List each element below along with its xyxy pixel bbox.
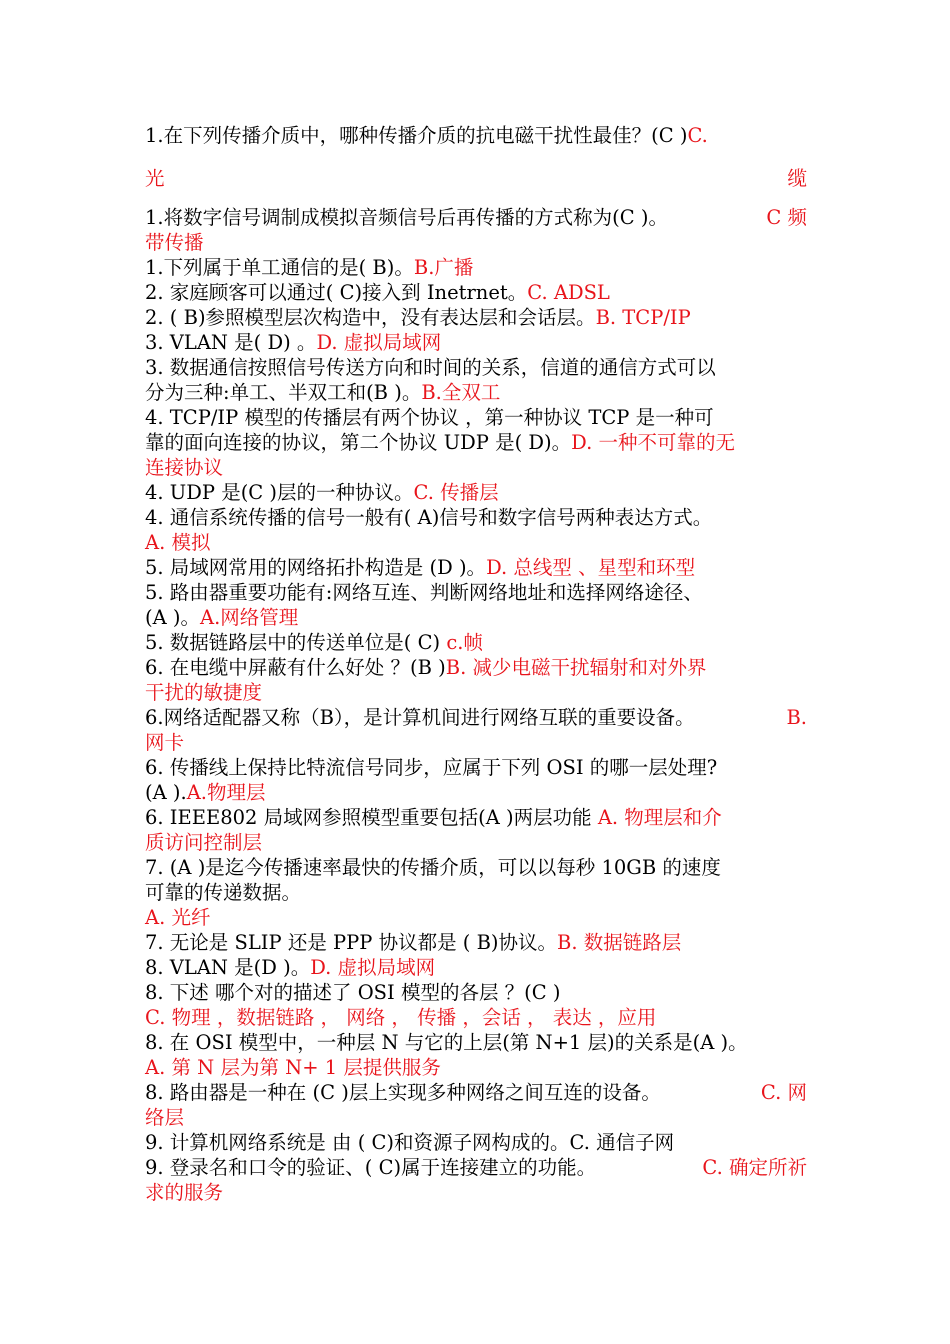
question-line bbox=[145, 505, 807, 530]
question-line bbox=[145, 380, 807, 405]
answer-text: c.帧 bbox=[446, 631, 483, 654]
question-text: 9. 计算机网络系统是 由 ( C)和资源子网构成的。C. 通信子网 bbox=[145, 1131, 675, 1154]
answer-text: D. 虚拟局域网 bbox=[310, 956, 436, 979]
question-line bbox=[145, 480, 807, 505]
answer-text: 网卡 bbox=[145, 731, 185, 754]
answer-text: D. 总线型 、星型和环型 bbox=[486, 556, 696, 579]
question-text: 9. 登录名和口令的验证、( C)属于连接建立的功能。 bbox=[145, 1156, 597, 1179]
question-text: 6. 在电缆中屏蔽有什么好处 ？(B ) bbox=[145, 656, 446, 679]
question-text: 1.在下列传播介质中，哪种传播介质的抗电磁干扰性最佳？(C ) bbox=[145, 124, 688, 147]
answer-text: 带传播 bbox=[145, 231, 204, 254]
question-line bbox=[145, 305, 807, 330]
question-line bbox=[145, 880, 807, 905]
answer-text: B. bbox=[786, 706, 807, 729]
question-text: 8. 路由器是一种在 (C )层上实现多种网络之间互连的设备。 bbox=[145, 1081, 661, 1104]
answer-text: A. 光纤 bbox=[145, 906, 211, 929]
answer-line bbox=[145, 530, 807, 555]
answer-text-end: 缆 bbox=[787, 167, 807, 190]
question-line bbox=[145, 355, 807, 380]
answer-line bbox=[145, 730, 807, 755]
question-text: 分为三种:单工、半双工和(B )。 bbox=[145, 381, 422, 404]
answer-line bbox=[145, 1105, 807, 1130]
answer-text: A.网络管理 bbox=[200, 606, 299, 629]
answer-text: 连接协议 bbox=[145, 456, 224, 479]
question-line bbox=[145, 1130, 807, 1155]
question-text: 6.网络适配器又称（B），是计算机间进行网络互联的重要设备。 bbox=[145, 706, 695, 729]
question-line bbox=[145, 755, 807, 780]
answer-text: B. 减少电磁干扰辐射和对外界 bbox=[445, 656, 707, 679]
question-line bbox=[145, 955, 807, 980]
question-text: 3. 数据通信按照信号传送方向和时间的关系，信道的通信方式可以 bbox=[145, 356, 716, 379]
answer-text: C. 物理 ，数据链路 ， 网络 ， 传播 ，会话 ， 表达 ，应用 bbox=[145, 1006, 657, 1029]
question-text: 6. IEEE802 局域网参照模型重要包括(A )两层功能 bbox=[145, 806, 598, 829]
answer-line bbox=[145, 166, 807, 191]
question-line bbox=[145, 1155, 807, 1180]
answer-text: A. 第 N 层为第 N+ 1 层提供服务 bbox=[145, 1056, 441, 1079]
question-text: 5. 数据链路层中的传送单位是( C) bbox=[145, 631, 447, 654]
question-line bbox=[145, 330, 807, 355]
question-line bbox=[145, 855, 807, 880]
question-line bbox=[145, 805, 807, 830]
answer-text: A. 模拟 bbox=[145, 531, 211, 554]
question-line bbox=[145, 405, 807, 430]
document-page bbox=[145, 0, 807, 1344]
question-text: 1.将数字信号调制成模拟音频信号后再传播的方式称为(C )。 bbox=[145, 206, 668, 229]
question-text: 8. 下述 哪个对的描述了 OSI 模型的各层 ？(C ) bbox=[145, 981, 561, 1004]
answer-text: B. TCP/IP bbox=[595, 306, 691, 329]
question-text: 可靠的传递数据。 bbox=[145, 881, 302, 904]
question-line bbox=[145, 1030, 807, 1055]
question-text: 4. 通信系统传播的信号一般有( A)信号和数字信号两种表达方式。 bbox=[145, 506, 713, 529]
answer-text: B.广播 bbox=[413, 256, 474, 279]
answer-text: B. 数据链路层 bbox=[557, 931, 682, 954]
answer-line bbox=[145, 1180, 807, 1205]
answer-text: D. 虚拟局域网 bbox=[316, 331, 442, 354]
question-line bbox=[145, 430, 807, 455]
question-text: (A )。 bbox=[145, 606, 200, 629]
question-text: 8. VLAN 是(D )。 bbox=[145, 956, 311, 979]
answer-text: A. 物理层和介 bbox=[597, 806, 722, 829]
answer-line bbox=[145, 905, 807, 930]
question-text: 3. VLAN 是( D) 。 bbox=[145, 331, 317, 354]
question-text: 5. 路由器重要功能有:网络互连、判断网络地址和选择网络途径、 bbox=[145, 581, 703, 604]
answer-text: C. 网 bbox=[760, 1081, 807, 1104]
answer-text: C. bbox=[687, 124, 708, 147]
question-text: 1.下列属于单工通信的是( B)。 bbox=[145, 256, 414, 279]
answer-text: 干扰的敏捷度 bbox=[145, 681, 263, 704]
question-text: (A ). bbox=[145, 781, 187, 804]
question-text: 2. ( B)参照模型层次构造中，没有表达层和会话层。 bbox=[145, 306, 596, 329]
answer-line bbox=[145, 1055, 807, 1080]
question-line bbox=[145, 780, 807, 805]
answer-text: C. ADSL bbox=[527, 281, 610, 304]
question-text: 7. 无论是 SLIP 还是 PPP 协议都是 ( B)协议。 bbox=[145, 931, 558, 954]
answer-line bbox=[145, 230, 807, 255]
answer-text: 络层 bbox=[145, 1106, 185, 1129]
answer-text: C. 确定所祈 bbox=[702, 1156, 807, 1179]
question-text: 8. 在 OSI 模型中，一种层 N 与它的上层(第 N+1 层)的关系是(A )。 bbox=[145, 1031, 748, 1054]
answer-line bbox=[145, 1005, 807, 1030]
question-text: 7. (A )是迄今传播速率最快的传播介质，可以以每秒 10GB 的速度 bbox=[145, 856, 721, 879]
question-text: 2. 家庭顾客可以通过( C)接入到 Inetrnet。 bbox=[145, 281, 528, 304]
answer-line bbox=[145, 680, 807, 705]
question-line bbox=[145, 930, 807, 955]
question-line bbox=[145, 255, 807, 280]
question-line bbox=[145, 555, 807, 580]
question-text: 4. UDP 是(C )层的一种协议。 bbox=[145, 481, 414, 504]
question-line bbox=[145, 705, 807, 730]
question-text: 4. TCP/IP 模型的传播层有两个协议 ，第一种协议 TCP 是一种可 bbox=[145, 406, 714, 429]
question-line bbox=[145, 655, 807, 680]
question-text: 5. 局域网常用的网络拓扑构造是 (D )。 bbox=[145, 556, 487, 579]
answer-text: D. 一种不可靠的无 bbox=[571, 431, 735, 454]
question-line bbox=[145, 280, 807, 305]
answer-text: A.物理层 bbox=[186, 781, 266, 804]
question-line bbox=[145, 980, 807, 1005]
question-line bbox=[145, 630, 807, 655]
answer-text: B.全双工 bbox=[421, 381, 501, 404]
question-line bbox=[145, 205, 807, 230]
answer-line bbox=[145, 830, 807, 855]
answer-text: C 频 bbox=[766, 206, 807, 229]
answer-text: 质访问控制层 bbox=[145, 831, 263, 854]
question-text: 靠的面向连接的协议，第二个协议 UDP 是( D)。 bbox=[145, 431, 572, 454]
question-line bbox=[145, 1080, 807, 1105]
answer-text: 光 bbox=[145, 167, 165, 190]
answer-text: C. 传播层 bbox=[413, 481, 499, 504]
answer-text: 求的服务 bbox=[145, 1181, 224, 1204]
answer-line bbox=[145, 455, 807, 480]
question-line bbox=[145, 605, 807, 630]
question-text: 6. 传播线上保持比特流信号同步，应属于下列 OSI 的哪一层处理? bbox=[145, 756, 718, 779]
question-line bbox=[145, 123, 807, 148]
question-line bbox=[145, 580, 807, 605]
